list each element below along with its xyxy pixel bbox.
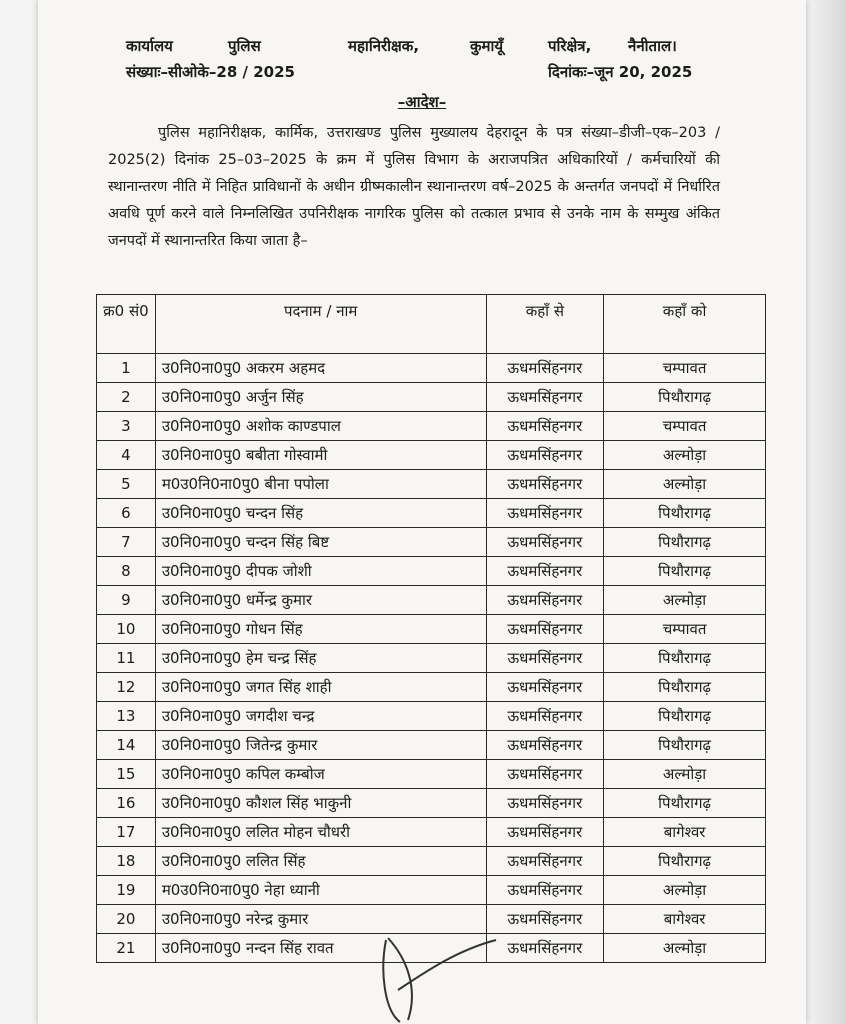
- cell-to: अल्मोड़ा: [604, 441, 766, 470]
- cell-to: पिथौरागढ़: [604, 673, 766, 702]
- cell-sno: 1: [97, 354, 156, 383]
- cell-to: पिथौरागढ़: [604, 383, 766, 412]
- cell-to: बागेश्वर: [604, 905, 766, 934]
- cell-sno: 16: [97, 789, 156, 818]
- cell-name: उ0नि0ना0पु0 अर्जुन सिंह: [155, 383, 486, 412]
- cell-from: ऊधमसिंहनगर: [486, 586, 604, 615]
- cell-from: ऊधमसिंहनगर: [486, 934, 604, 963]
- table-row: [97, 499, 766, 528]
- table-row: [97, 673, 766, 702]
- cell-to: पिथौरागढ़: [604, 847, 766, 876]
- cell-to: चम्पावत: [604, 354, 766, 383]
- cell-from: ऊधमसिंहनगर: [486, 731, 604, 760]
- cell-name: उ0नि0ना0पु0 जगदीश चन्द्र: [155, 702, 486, 731]
- cell-sno: 21: [97, 934, 156, 963]
- cell-sno: 9: [97, 586, 156, 615]
- cell-to: पिथौरागढ़: [604, 702, 766, 731]
- cell-from: ऊधमसिंहनगर: [486, 760, 604, 789]
- cell-to: बागेश्वर: [604, 818, 766, 847]
- cell-name: उ0नि0ना0पु0 ललित सिंह: [155, 847, 486, 876]
- cell-sno: 13: [97, 702, 156, 731]
- cell-name: उ0नि0ना0पु0 नरेन्द्र कुमार: [155, 905, 486, 934]
- cell-to: पिथौरागढ़: [604, 557, 766, 586]
- table-row: [97, 644, 766, 673]
- cell-sno: 5: [97, 470, 156, 499]
- cell-from: ऊधमसिंहनगर: [486, 441, 604, 470]
- cell-to: अल्मोड़ा: [604, 586, 766, 615]
- transfer-table: [96, 294, 766, 963]
- cell-sno: 4: [97, 441, 156, 470]
- cell-from: ऊधमसिंहनगर: [486, 557, 604, 586]
- cell-name: उ0नि0ना0पु0 गोधन सिंह: [155, 615, 486, 644]
- cell-sno: 7: [97, 528, 156, 557]
- cell-to: पिथौरागढ़: [604, 731, 766, 760]
- cell-name: उ0नि0ना0पु0 चन्दन सिंह: [155, 499, 486, 528]
- order-body-paragraph: पुलिस महानिरीक्षक, कार्मिक, उत्तराखण्ड पुलिस मुख्यालय देहरादून के पत्र संख्या–डीजी–एक–203 / 2025(2) दिनांक 25–03–2025 के क्रम में पुलिस विभाग के अराजपत्रित अधिकारियों / कर्मचारियों की स्थानान्तरण नीति में निहित प्राविधानों के अधीन ग्रीष्मकालीन स्थानान्तरण वर्ष–2025 के अन्तर्गत जनपदों में निर्धारित अवधि पूर्ण करने वाले निम्नलिखित उपनिरीक्षक नागरिक पुलिस को तत्काल प्रभाव से उनके नाम के सम्मुख अंकित जनपदों में स्थानान्तरित किया जाता है–: [108, 125, 720, 249]
- cell-name: उ0नि0ना0पु0 कौशल सिंह भाकुनी: [155, 789, 486, 818]
- cell-from: ऊधमसिंहनगर: [486, 412, 604, 441]
- table-row: [97, 847, 766, 876]
- cell-sno: 19: [97, 876, 156, 905]
- cell-from: ऊधमसिंहनगर: [486, 499, 604, 528]
- table-row: [97, 557, 766, 586]
- cell-name: उ0नि0ना0पु0 बबीता गोस्वामी: [155, 441, 486, 470]
- cell-from: ऊधमसिंहनगर: [486, 470, 604, 499]
- cell-sno: 14: [97, 731, 156, 760]
- header-police: पुलिस: [228, 37, 261, 55]
- cell-name: उ0नि0ना0पु0 नन्दन सिंह रावत: [155, 934, 486, 963]
- table-row: [97, 441, 766, 470]
- cell-name: उ0नि0ना0पु0 धर्मेन्द्र कुमार: [155, 586, 486, 615]
- table-row: [97, 615, 766, 644]
- cell-from: ऊधमसिंहनगर: [486, 818, 604, 847]
- cell-name: उ0नि0ना0पु0 अशोक काण्डपाल: [155, 412, 486, 441]
- cell-sno: 6: [97, 499, 156, 528]
- cell-sno: 17: [97, 818, 156, 847]
- cell-sno: 8: [97, 557, 156, 586]
- cell-name: उ0नि0ना0पु0 हेम चन्द्र सिंह: [155, 644, 486, 673]
- cell-to: चम्पावत: [604, 615, 766, 644]
- cell-sno: 18: [97, 847, 156, 876]
- cell-to: अल्मोड़ा: [604, 876, 766, 905]
- cell-from: ऊधमसिंहनगर: [486, 905, 604, 934]
- header-sno: क्र0 सं0: [97, 295, 156, 354]
- table-row: [97, 354, 766, 383]
- cell-name: म0उ0नि0ना0पु0 नेहा ध्यानी: [155, 876, 486, 905]
- table-row: [97, 528, 766, 557]
- order-date: दिनांकः–जून 20, 2025: [548, 63, 693, 81]
- cell-to: पिथौरागढ़: [604, 644, 766, 673]
- cell-to: पिथौरागढ़: [604, 789, 766, 818]
- cell-to: अल्मोड़ा: [604, 470, 766, 499]
- cell-name: उ0नि0ना0पु0 दीपक जोशी: [155, 557, 486, 586]
- cell-from: ऊधमसिंहनगर: [486, 673, 604, 702]
- cell-sno: 10: [97, 615, 156, 644]
- table-row: [97, 383, 766, 412]
- cell-from: ऊधमसिंहनगर: [486, 354, 604, 383]
- header-city: नैनीताल।: [628, 37, 677, 55]
- cell-sno: 15: [97, 760, 156, 789]
- header-name: पदनाम / नाम: [155, 295, 486, 354]
- cell-sno: 2: [97, 383, 156, 412]
- header-ig: महानिरीक्षक,: [348, 37, 420, 55]
- background-edge: [806, 0, 845, 1024]
- signature-scribble: [378, 930, 498, 1024]
- table-row: [97, 470, 766, 499]
- table-row: [97, 818, 766, 847]
- cell-sno: 12: [97, 673, 156, 702]
- cell-to: पिथौरागढ़: [604, 499, 766, 528]
- cell-to: अल्मोड़ा: [604, 760, 766, 789]
- cell-name: उ0नि0ना0पु0 ललित मोहन चौधरी: [155, 818, 486, 847]
- cell-from: ऊधमसिंहनगर: [486, 702, 604, 731]
- header-kumaon: कुमायूँ: [470, 37, 504, 55]
- header-range: परिक्षेत्र,: [548, 37, 592, 55]
- order-title: –आदेश–: [397, 93, 447, 111]
- cell-from: ऊधमसिंहनगर: [486, 383, 604, 412]
- table-row: [97, 731, 766, 760]
- cell-from: ऊधमसिंहनगर: [486, 847, 604, 876]
- header-to: कहाँ को: [604, 295, 766, 354]
- cell-name: उ0नि0ना0पु0 जितेन्द्र कुमार: [155, 731, 486, 760]
- cell-from: ऊधमसिंहनगर: [486, 644, 604, 673]
- cell-sno: 20: [97, 905, 156, 934]
- cell-from: ऊधमसिंहनगर: [486, 528, 604, 557]
- cell-to: चम्पावत: [604, 412, 766, 441]
- cell-name: म0उ0नि0ना0पु0 बीना पपोला: [155, 470, 486, 499]
- cell-from: ऊधमसिंहनगर: [486, 789, 604, 818]
- table-row: [97, 586, 766, 615]
- header-from: कहाँ से: [486, 295, 604, 354]
- cell-sno: 3: [97, 412, 156, 441]
- cell-name: उ0नि0ना0पु0 चन्दन सिंह बिष्ट: [155, 528, 486, 557]
- document-page: [38, 0, 806, 1024]
- cell-name: उ0नि0ना0पु0 अकरम अहमद: [155, 354, 486, 383]
- table-row: [97, 789, 766, 818]
- header-office: कार्यालय: [126, 37, 173, 55]
- table-row: [97, 412, 766, 441]
- table-row: [97, 760, 766, 789]
- cell-to: पिथौरागढ़: [604, 528, 766, 557]
- cell-from: ऊधमसिंहनगर: [486, 615, 604, 644]
- table-header-row: [97, 295, 766, 354]
- cell-name: उ0नि0ना0पु0 जगत सिंह शाही: [155, 673, 486, 702]
- table-row: [97, 876, 766, 905]
- table-row: [97, 702, 766, 731]
- cell-sno: 11: [97, 644, 156, 673]
- reference-number: संख्याः–सीओके–28 / 2025: [126, 63, 295, 81]
- cell-from: ऊधमसिंहनगर: [486, 876, 604, 905]
- cell-name: उ0नि0ना0पु0 कपिल कम्बोज: [155, 760, 486, 789]
- cell-to: अल्मोड़ा: [604, 934, 766, 963]
